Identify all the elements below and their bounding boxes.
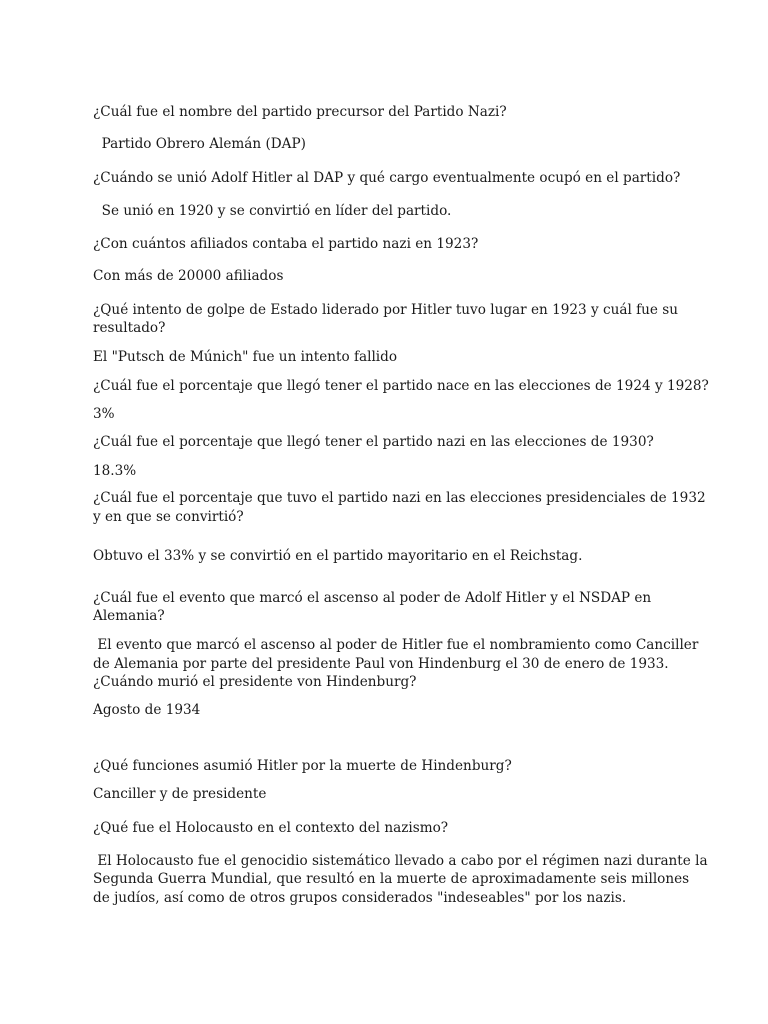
- question-2: ¿Cuándo se unió Adolf Hitler al DAP y qué cargo eventualmente ocupó en el partido?: [93, 170, 681, 186]
- answer-1: Partido Obrero Alemán (DAP): [93, 136, 306, 152]
- answer-8-line-1: El evento que marcó el ascenso al poder de Hitler fue el nombramiento como Canciller: [93, 637, 699, 653]
- answer-3: Con más de 20000 afiliados: [93, 268, 284, 284]
- answer-2: Se unió en 1920 y se convirtió en líder del partido.: [93, 203, 452, 219]
- answer-11-line-3: de judíos, así como de otros grupos considerados "indeseables" por los nazis.: [93, 890, 627, 906]
- question-11: ¿Qué fue el Holocausto en el contexto del nazismo?: [93, 820, 449, 836]
- question-7-line-2: y en que se convirtió?: [93, 509, 244, 525]
- question-9: ¿Cuándo murió el presidente von Hindenburg?: [93, 674, 417, 690]
- answer-4: El "Putsch de Múnich" fue un intento fallido: [93, 349, 398, 365]
- question-8-line-2: Alemania?: [93, 608, 165, 624]
- answer-9: Agosto de 1934: [93, 702, 201, 718]
- answer-10: Canciller y de presidente: [93, 786, 267, 802]
- question-1: ¿Cuál fue el nombre del partido precursor del Partido Nazi?: [93, 104, 507, 120]
- answer-8-line-2: de Alemania por parte del presidente Paul von Hindenburg el 30 de enero de 1933.: [93, 656, 669, 672]
- question-4-line-1: ¿Qué intento de golpe de Estado liderado por Hitler tuvo lugar en 1923 y cuál fue su: [93, 302, 679, 318]
- question-7-line-1: ¿Cuál fue el porcentaje que tuvo el partido nazi en las elecciones presidenciales de 1932: [93, 490, 706, 506]
- answer-5: 3%: [93, 406, 115, 422]
- answer-11-line-2: Segunda Guerra Mundial, que resultó en la muerte de aproximadamente seis millones: [93, 871, 690, 887]
- question-4-line-2: resultado?: [93, 320, 166, 336]
- question-3: ¿Con cuántos afiliados contaba el partido nazi en 1923?: [93, 236, 479, 252]
- question-10: ¿Qué funciones asumió Hitler por la muerte de Hindenburg?: [93, 758, 512, 774]
- question-8-line-1: ¿Cuál fue el evento que marcó el ascenso al poder de Adolf Hitler y el NSDAP en: [93, 590, 652, 606]
- question-6: ¿Cuál fue el porcentaje que llegó tener el partido nazi en las elecciones de 1930?: [93, 434, 654, 450]
- answer-7: Obtuvo el 33% y se convirtió en el partido mayoritario en el Reichstag.: [93, 548, 583, 564]
- answer-6: 18.3%: [93, 463, 137, 479]
- question-5: ¿Cuál fue el porcentaje que llegó tener el partido nace en las elecciones de 1924 y 1928?: [93, 378, 709, 394]
- answer-11-line-1: El Holocausto fue el genocidio sistemático llevado a cabo por el régimen nazi durante la: [93, 853, 708, 869]
